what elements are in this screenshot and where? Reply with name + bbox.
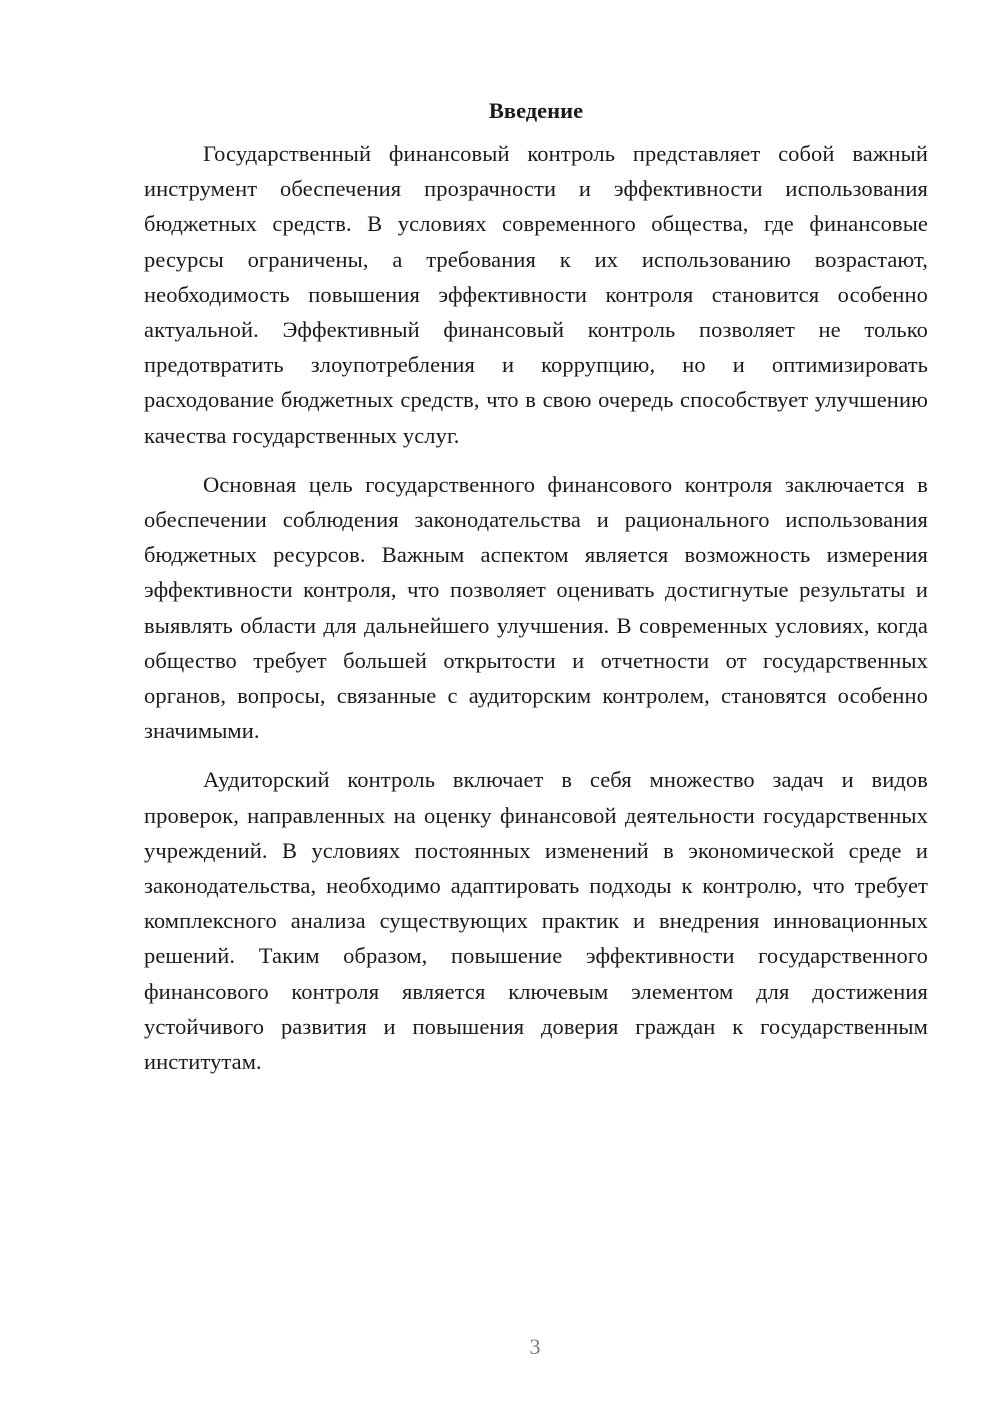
paragraph-3: Аудиторский контроль включает в себя множество задач и видов проверок, направленных на оценку финансовой деятельности государственных учреждений. В условиях постоянных изменений в экономической среде и законодательства, необходимо адаптировать подходы к контролю, что требует комплексного анализа существующих практик и внедрения инновационных решений. Таким образом, повышение эффективности государственного финансового контроля является ключевым элементом для достижения устойчивого развития и повышения доверия граждан к государственным институтам. bbox=[144, 767, 928, 1075]
page-number: 3 bbox=[529, 1334, 541, 1359]
page-body bbox=[144, 92, 928, 1093]
paragraph-2: Основная цель государственного финансового контроля заключается в обеспечении соблюдения законодательства и рационального использования бюджетных ресурсов. Важным аспектом является возможность измерения эффективности контроля, что позволяет оценивать достигнутые результаты и выявлять области для дальнейшего улучшения. В современных условиях, когда общество требует большей открытости и отчетности от государственных органов, вопросы, связанные с аудиторским контролем, становятся особенно значимыми. bbox=[144, 471, 928, 744]
section-heading: Введение bbox=[488, 98, 584, 123]
paragraph-1: Государственный финансовый контроль представляет собой важный инструмент обеспечения прозрачности и эффективности использования бюджетных средств. В условиях современного общества, где финансовые ресурсы ограничены, а требования к их использованию возрастают, необходимость повышения эффективности контроля становится особенно актуальной. Эффективный финансовый контроль позволяет не только предотвратить злоупотребления и коррупцию, но и оптимизировать расходование бюджетных средств, что в свою очередь способствует улучшению качества государственных услуг. bbox=[144, 141, 928, 448]
